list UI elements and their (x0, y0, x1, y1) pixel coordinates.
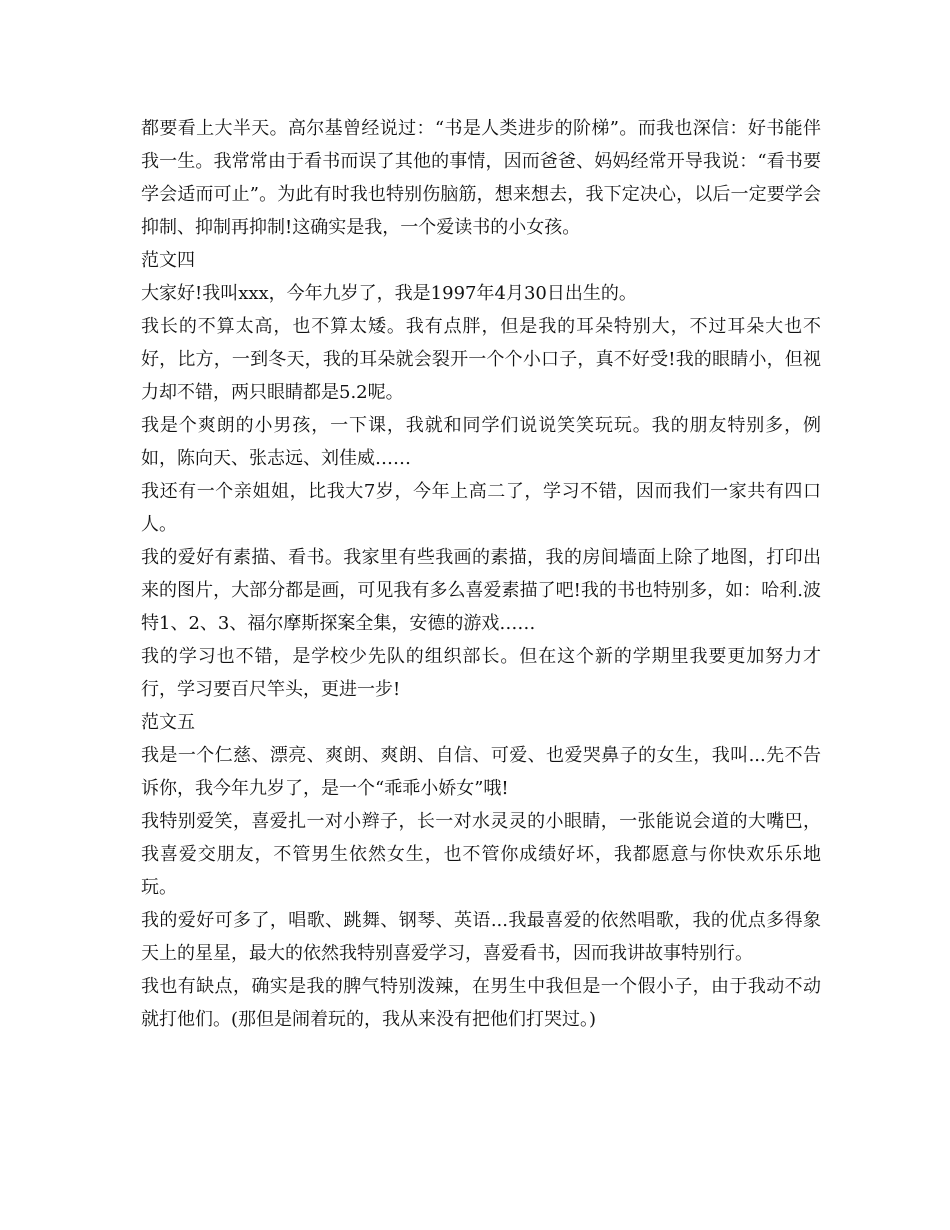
paragraph-5: 我还有一个亲姐姐，比我大7岁，今年上高二了，学习不错，因而我们一家共有四口人。 (141, 481, 821, 535)
paragraph-10: 我的爱好可多了，唱歌、跳舞、钢琴、英语...我最喜爱的依然唱歌，我的优点多得象天上的星星，最大的依然我特别喜爱学习，喜爱看书，因而我讲故事特别行。 (141, 910, 821, 964)
paragraph-1: 都要看上大半天。高尔基曾经说过：“书是人类进步的阶梯”。而我也深信：好书能伴我一生。我常常由于看书而误了其他的事情，因而爸爸、妈妈经常开导我说：“看书要学会适而可止”。为此有时我也特别伤脑筋，想来想去，我下定决心，以后一定要学会抑制、抑制再抑制!这确实是我，一个爱读书的小女孩。 (141, 118, 821, 238)
paragraph-7: 我的学习也不错，是学校少先队的组织部长。但在这个新的学期里我要更加努力才行，学习要百尺竿头，更进一步! (141, 646, 821, 700)
section-heading-fanwen-4: 范文四 (141, 250, 195, 271)
paragraph-2: 大家好!我叫xxx，今年九岁了，我是1997年4月30日出生的。 (141, 283, 637, 304)
paragraph-9: 我特别爱笑，喜爱扎一对小辫子，长一对水灵灵的小眼睛，一张能说会道的大嘴巴，我喜爱交朋友，不管男生依然女生，也不管你成绩好坏，我都愿意与你快欢乐乐地玩。 (141, 811, 821, 898)
paragraph-6: 我的爱好有素描、看书。我家里有些我画的素描，我的房间墙面上除了地图，打印出来的图片，大部分都是画，可见我有多么喜爱素描了吧!我的书也特别多，如：哈利.波特1、2、3、福尔摩斯探案全集，安德的游戏…… (141, 547, 821, 634)
document-page (141, 112, 821, 1036)
paragraph-8: 我是一个仁慈、漂亮、爽朗、爽朗、自信、可爱、也爱哭鼻子的女生，我叫...先不告诉你，我今年九岁了，是一个“乖乖小娇女”哦! (141, 745, 821, 799)
paragraph-11: 我也有缺点，确实是我的脾气特别泼辣，在男生中我但是一个假小子，由于我动不动就打他们。(那但是闹着玩的，我从来没有把他们打哭过。) (141, 976, 821, 1030)
paragraph-3: 我长的不算太高，也不算太矮。我有点胖，但是我的耳朵特别大，不过耳朵大也不好，比方，一到冬天，我的耳朵就会裂开一个个小口子，真不好受!我的眼睛小，但视力却不错，两只眼睛都是5.2呢。 (141, 316, 821, 403)
paragraph-4: 我是个爽朗的小男孩，一下课，我就和同学们说说笑笑玩玩。我的朋友特别多，例如，陈向天、张志远、刘佳威…… (141, 415, 821, 469)
section-heading-fanwen-5: 范文五 (141, 712, 195, 733)
